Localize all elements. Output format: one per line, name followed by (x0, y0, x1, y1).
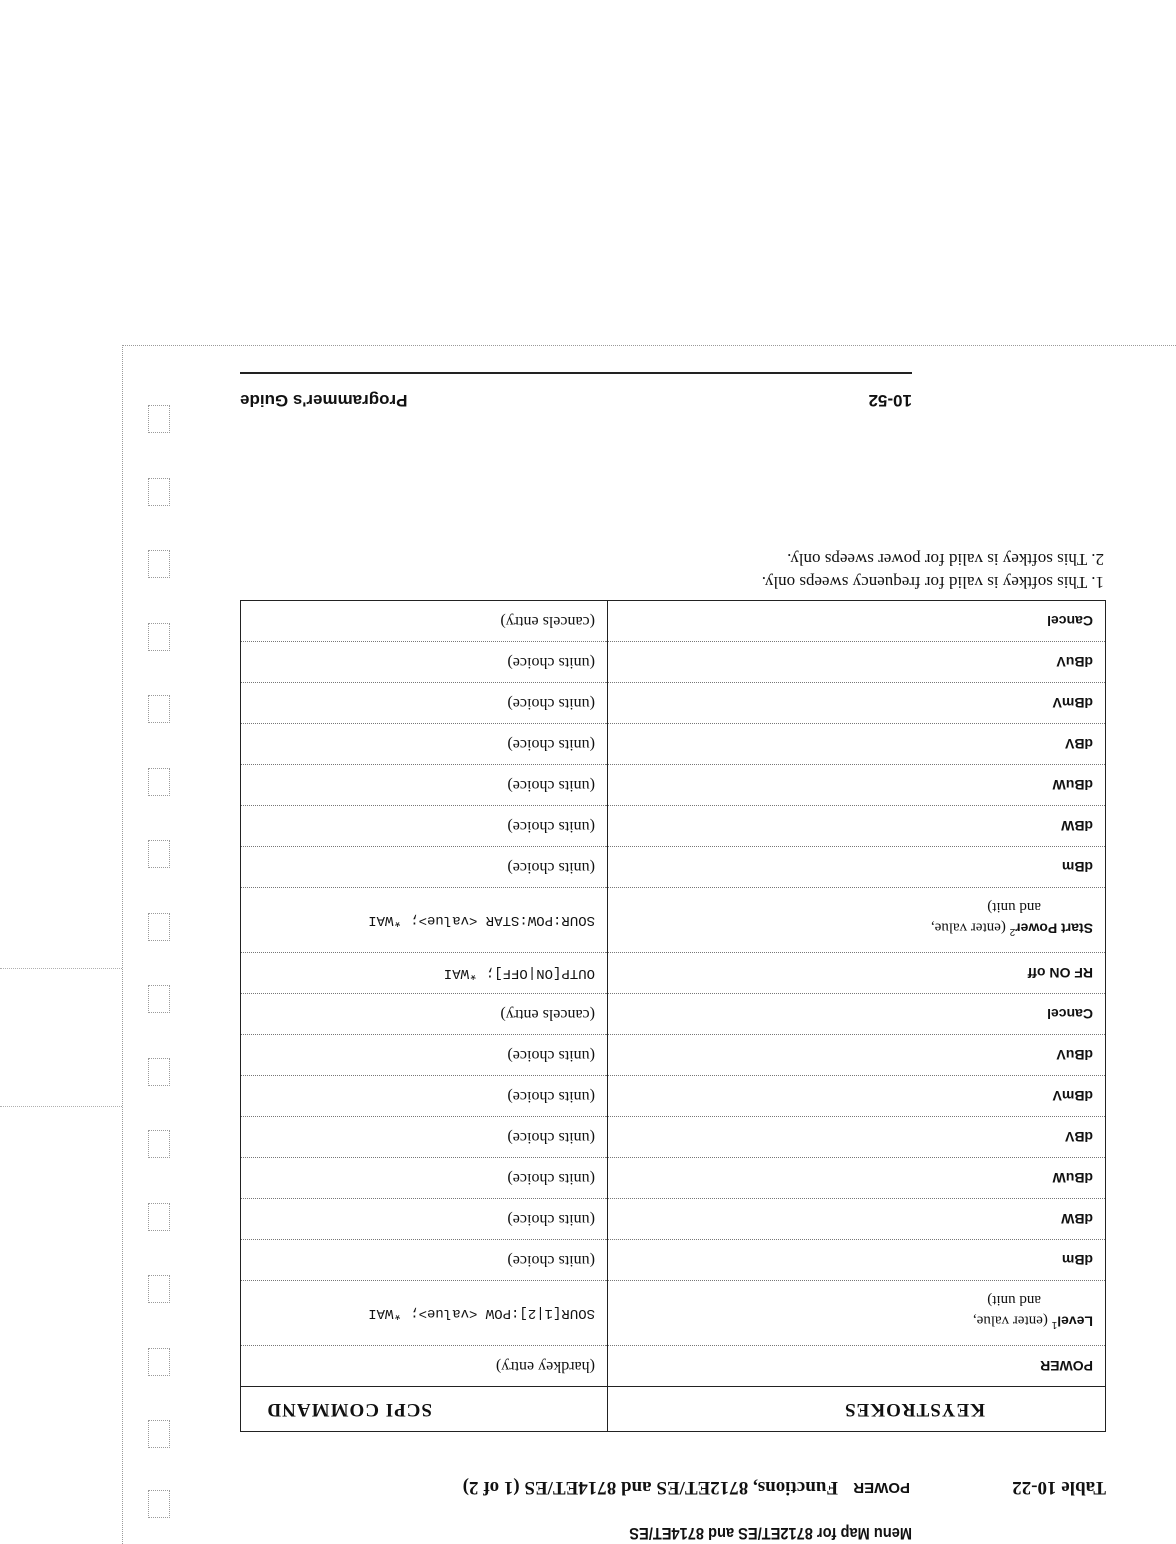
scpi-cell: (units choice) (241, 683, 608, 724)
keystroke-note: (enter value, (930, 919, 1010, 936)
keystroke-cell: dBV (608, 1117, 1106, 1158)
keystroke-cell (608, 1281, 1106, 1346)
page-number: 10-52 (868, 391, 912, 410)
keystroke-cell: dBuV (608, 642, 1106, 683)
scpi-cell: OUTP[ON|OFF]; *WAI (241, 953, 608, 994)
keystroke-label: Start Power (1015, 920, 1093, 937)
table-row (241, 1240, 1106, 1281)
footnote: 1. This softkey is valid for frequency sweeps only. (761, 573, 1104, 592)
keystroke-cell: Cancel (608, 994, 1106, 1035)
page-footer (240, 372, 912, 418)
keystroke-cell: dBuW (608, 765, 1106, 806)
table-row (241, 1076, 1106, 1117)
scpi-cell: SOUR[1|2]:POW <value>; *WAI (241, 1281, 608, 1346)
table-row (241, 765, 1106, 806)
table-row (241, 1035, 1106, 1076)
scpi-cell: (units choice) (241, 806, 608, 847)
scpi-cell: (units choice) (241, 642, 608, 683)
table-row (241, 847, 1106, 888)
keystroke-cell: dBmV (608, 683, 1106, 724)
scpi-cell: (units choice) (241, 1076, 608, 1117)
table-row (241, 806, 1106, 847)
column-header-keystrokes: KEYSTROKES (608, 1387, 1106, 1432)
menu-map-title: Menu Map for 8712ET/ES and 8714ET/ES (629, 1524, 912, 1543)
scpi-cell: (units choice) (241, 765, 608, 806)
scpi-cell: (units choice) (241, 1117, 608, 1158)
scpi-cell: (units choice) (241, 847, 608, 888)
table-row (241, 888, 1106, 953)
keystroke-note: and unit) (987, 1292, 1041, 1309)
keystroke-cell: Cancel (608, 601, 1106, 642)
table-row (241, 1281, 1106, 1346)
table-row (241, 953, 1106, 994)
scpi-cell: (hardkey entry) (241, 1346, 608, 1387)
table-row (241, 683, 1106, 724)
table-header-row (241, 1387, 1106, 1432)
keystroke-cell: dBuW (608, 1158, 1106, 1199)
keystroke-cell: dBm (608, 1240, 1106, 1281)
keystroke-cell: dBV (608, 724, 1106, 765)
footnote-marker: 2 (1009, 925, 1016, 937)
table-row (241, 642, 1106, 683)
power-functions-table (240, 600, 1106, 1432)
scpi-cell: (cancels entry) (241, 601, 608, 642)
table-row (241, 1199, 1106, 1240)
keystroke-cell (608, 888, 1106, 953)
scpi-cell: (units choice) (241, 1199, 608, 1240)
table-row (241, 601, 1106, 642)
table-title: Functions, 8712ET/ES and 8714ET/ES (1 of 2) (462, 1477, 838, 1498)
keystroke-label: Level (1057, 1313, 1093, 1330)
table-caption (306, 1472, 1106, 1502)
scpi-cell: (cancels entry) (241, 994, 608, 1035)
guide-name: Programmer's Guide (240, 391, 408, 410)
table-number: Table 10-22 (1012, 1477, 1106, 1498)
scpi-cell: SOUR:POW:STAR <value>; *WAI (241, 888, 608, 953)
keystroke-cell: dBW (608, 1199, 1106, 1240)
scpi-cell: (units choice) (241, 1158, 608, 1199)
keystroke-cell: dBuV (608, 1035, 1106, 1076)
footnote: 2. This softkey is valid for power sweeps only. (787, 550, 1104, 569)
keystroke-note: and unit) (987, 899, 1041, 916)
table-row (241, 1158, 1106, 1199)
keystroke-cell: dBW (608, 806, 1106, 847)
keystroke-cell: RF ON off (608, 953, 1106, 994)
table-row (241, 994, 1106, 1035)
table-row (241, 1117, 1106, 1158)
scpi-cell: (units choice) (241, 1035, 608, 1076)
scpi-cell: (units choice) (241, 1240, 608, 1281)
table-title-keyword: POWER (853, 1479, 910, 1496)
scpi-cell: (units choice) (241, 724, 608, 765)
footnote-marker: 1 (1051, 1318, 1058, 1330)
table-row (241, 1346, 1106, 1387)
keystroke-note: (enter value, (972, 1312, 1052, 1329)
keystroke-cell: POWER (608, 1346, 1106, 1387)
keystroke-cell: dBmV (608, 1076, 1106, 1117)
column-header-scpi: SCPI COMMAND (241, 1387, 608, 1432)
table-row (241, 724, 1106, 765)
keystroke-cell: dBm (608, 847, 1106, 888)
footnotes (404, 548, 1104, 594)
